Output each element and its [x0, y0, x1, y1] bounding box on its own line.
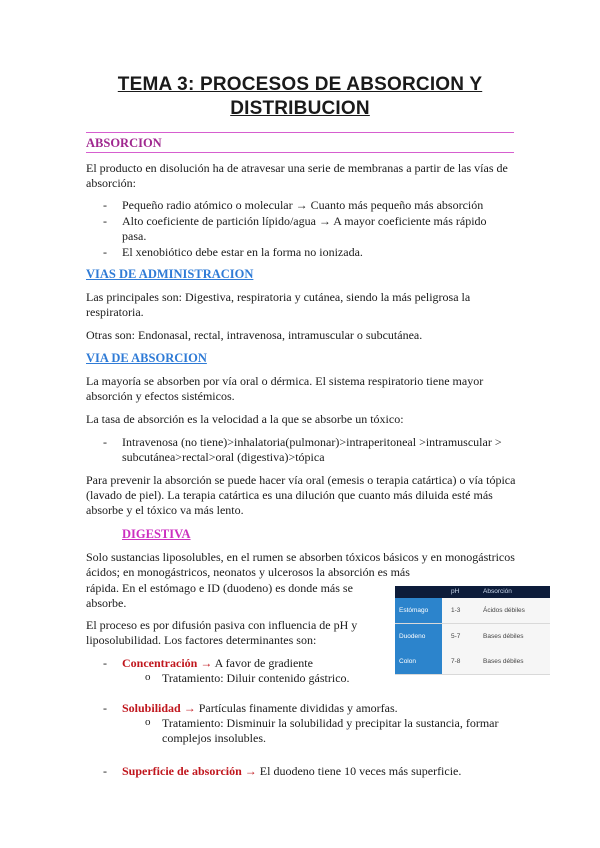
table-organ: Estómago [395, 598, 442, 623]
via-bullet: Intravenosa (no tiene)>inhalatoria(pulmonar)>intraperitoneal >intramuscular > subcutánea>rectal>oral (digestiva)>tópica [122, 435, 502, 464]
factor-text: El duodeno tiene 10 veces más superficie. [259, 764, 462, 778]
table-header-absorcion: Absorción [483, 588, 512, 595]
factor-name: Solubilidad [122, 701, 181, 715]
arrow-icon: → [183, 701, 196, 715]
vias-paragraph-1: Las principales son: Digestiva, respiratoria y cutánea, siendo la más peligrosa la respiratoria. [86, 290, 471, 319]
digestiva-paragraph-2: El proceso es por difusión pasiva con influencia de pH y liposolubilidad. Los factores determinantes son: [86, 618, 358, 647]
factor-superficie [122, 764, 517, 779]
heading-rule-bottom [86, 152, 514, 153]
factor-name: Superficie de absorción [122, 764, 242, 778]
via-paragraph-2: La tasa de absorción es la velocidad a la que se absorbe un tóxico: [86, 412, 404, 426]
bullet-dash: - [103, 701, 107, 715]
bullet-dash: - [103, 214, 107, 228]
factor-solubilidad-sub: Tratamiento: Disminuir la solubilidad y precipitar la sustancia, formar complejos insolubles. [162, 716, 499, 745]
table-absorption: Bases débiles [483, 633, 524, 640]
bullet-dash: - [103, 435, 107, 449]
section-heading-digestiva: DIGESTIVA [122, 527, 191, 541]
table-absorption: Ácidos débiles [483, 607, 525, 614]
section-heading-via-absorcion: VIA DE ABSORCION [86, 351, 207, 365]
circle-bullet-icon: o [145, 716, 151, 728]
heading-rule-top [86, 132, 514, 133]
page-title-line-1: TEMA 3: PROCESOS DE ABSORCION Y [117, 74, 483, 95]
absorcion-intro: El producto en disolución ha de atravesar una serie de membranas a partir de las vías de absorción: [86, 161, 508, 190]
via-paragraph-3: Para prevenir la absorción se puede hacer vía oral (emesis o terapia catártica) o vía tópica (lavado de piel). La terapia catártica es una dilución que cuanto más diluida esté más absorbe y el tóxico va más lento. [86, 473, 516, 517]
via-paragraph-1: La mayoría se absorben por vía oral o dérmica. El sistema respiratorio tiene mayor absorción y efectos sistémicos. [86, 374, 484, 403]
factor-solubilidad [122, 701, 512, 716]
table-header [395, 586, 550, 598]
section-heading-absorcion: ABSORCION [86, 136, 162, 150]
circle-bullet-icon: o [145, 671, 151, 683]
absorcion-bullet-3: El xenobiótico debe estar en la forma no ionizada. [122, 245, 363, 259]
table-header-ph: pH [451, 588, 460, 595]
factor-concentracion-sub: Tratamiento: Diluir contenido gástrico. [162, 671, 350, 685]
page-title-line-2: DISTRIBUCION [230, 98, 370, 119]
vias-paragraph-2: Otras son: Endonasal, rectal, intravenosa, intramuscular o subcutánea. [86, 328, 423, 342]
bullet-dash: - [103, 764, 107, 778]
absorcion-bullet-1: Pequeño radio atómico o molecular → Cuanto más pequeño más absorción [122, 198, 484, 212]
digestiva-paragraph-1-cont: rápida. En el estómago e ID (duodeno) es donde más se absorbe. [86, 581, 353, 610]
table-absorption: Bases débiles [483, 658, 524, 665]
table-ph: 7-8 [451, 658, 461, 665]
section-heading-vias: VIAS DE ADMINISTRACION [86, 267, 254, 281]
bullet-dash: - [103, 245, 107, 259]
bullet-dash: - [103, 198, 107, 212]
factor-concentracion [122, 656, 502, 671]
table-organ: Colon [395, 649, 442, 674]
absorcion-bullet-2: Alto coeficiente de partición lípido/agua → A mayor coeficiente más rápido pasa. [122, 214, 487, 243]
table-row [395, 598, 550, 624]
arrow-icon: → [244, 764, 257, 778]
factor-text: A favor de gradiente [214, 656, 313, 670]
digestiva-paragraph-1: Solo sustancias liposolubles, en el rumen se absorben tóxicos básicos y en monogástricos ácidos; en monogástricos, neonatos y ulcerosos la absorción es más [86, 550, 515, 579]
bullet-dash: - [103, 656, 107, 670]
factor-name: Concentración [122, 656, 198, 670]
arrow-icon: → [200, 656, 213, 670]
table-ph: 5-7 [451, 633, 461, 640]
table-row [395, 624, 550, 650]
table-ph: 1-3 [451, 607, 461, 614]
factor-text: Partículas finamente divididas y amorfas. [198, 701, 398, 715]
table-organ: Duodeno [395, 624, 442, 649]
